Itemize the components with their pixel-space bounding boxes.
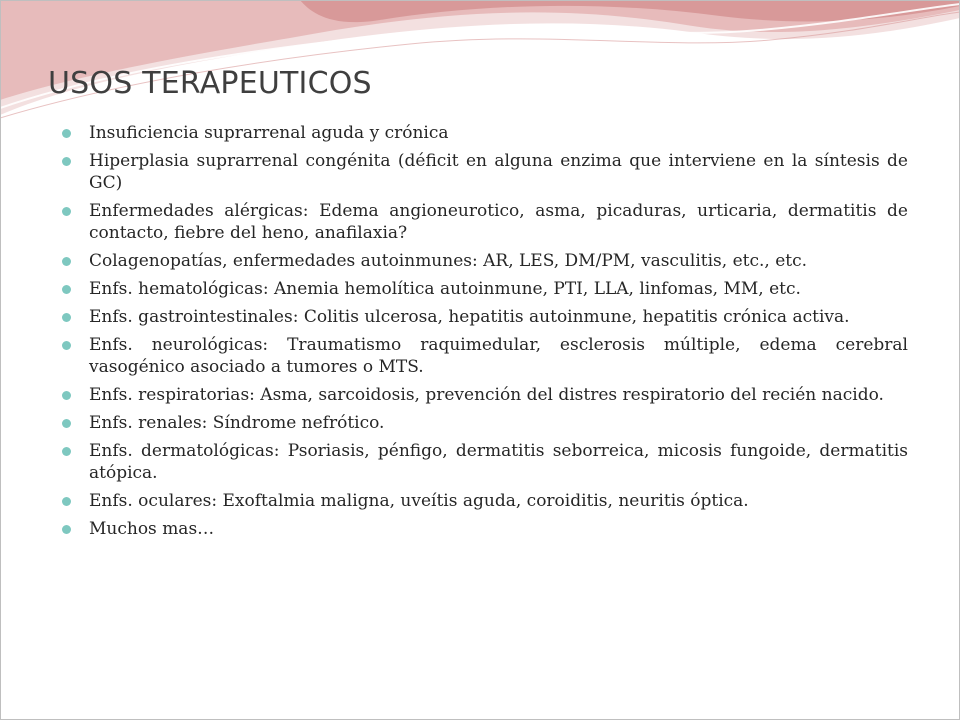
bullet-dot-icon (62, 341, 71, 350)
list-item-text: Enfs. oculares: Exoftalmia maligna, uveítis aguda, coroiditis, neuritis óptica. (89, 491, 749, 511)
list-item (62, 518, 908, 540)
list-item (62, 334, 908, 378)
bullet-dot-icon (62, 157, 71, 166)
bullet-list (62, 122, 908, 546)
list-item-text: Enfs. dermatológicas: Psoriasis, pénfigo, dermatitis seborreica, micosis fungoide, dermatitis atópica. (89, 441, 908, 483)
bullet-dot-icon (62, 525, 71, 534)
bullet-dot-icon (62, 313, 71, 322)
list-item-text: Hiperplasia suprarrenal congénita (déficit en alguna enzima que interviene en la síntesis de GC) (89, 151, 908, 193)
slide-title: USOS TERAPEUTICOS (48, 66, 372, 101)
bullet-dot-icon (62, 207, 71, 216)
list-item (62, 278, 908, 300)
list-item (62, 490, 908, 512)
list-item (62, 412, 908, 434)
bullet-dot-icon (62, 497, 71, 506)
list-item (62, 250, 908, 272)
list-item-text: Enfs. respiratorias: Asma, sarcoidosis, prevención del distres respiratorio del recién nacido. (89, 385, 884, 405)
list-item (62, 440, 908, 484)
list-item-text: Enfs. renales: Síndrome nefrótico. (89, 413, 385, 433)
bullet-dot-icon (62, 257, 71, 266)
list-item (62, 122, 908, 144)
list-item (62, 384, 908, 406)
bullet-dot-icon (62, 391, 71, 400)
list-item-text: Enfs. neurológicas: Traumatismo raquimedular, esclerosis múltiple, edema cerebral vasogénico asociado a tumores o MTS. (89, 335, 908, 377)
list-item-text: Enfermedades alérgicas: Edema angioneurotico, asma, picaduras, urticaria, dermatitis de contacto, fiebre del heno, anafilaxia? (89, 201, 908, 243)
bullet-dot-icon (62, 129, 71, 138)
list-item (62, 200, 908, 244)
list-item-text: Colagenopatías, enfermedades autoinmunes: AR, LES, DM/PM, vasculitis, etc., etc. (89, 251, 808, 271)
list-item-text: Enfs. gastrointestinales: Colitis ulcerosa, hepatitis autoinmune, hepatitis crónica activa. (89, 307, 850, 327)
list-item-text: Muchos mas… (89, 519, 215, 539)
bullet-dot-icon (62, 419, 71, 428)
list-item (62, 150, 908, 194)
bullet-dot-icon (62, 285, 71, 294)
list-item (62, 306, 908, 328)
list-item-text: Insuficiencia suprarrenal aguda y crónica (89, 123, 449, 143)
list-item-text: Enfs. hematológicas: Anemia hemolítica autoinmune, PTI, LLA, linfomas, MM, etc. (89, 279, 801, 299)
bullet-dot-icon (62, 447, 71, 456)
